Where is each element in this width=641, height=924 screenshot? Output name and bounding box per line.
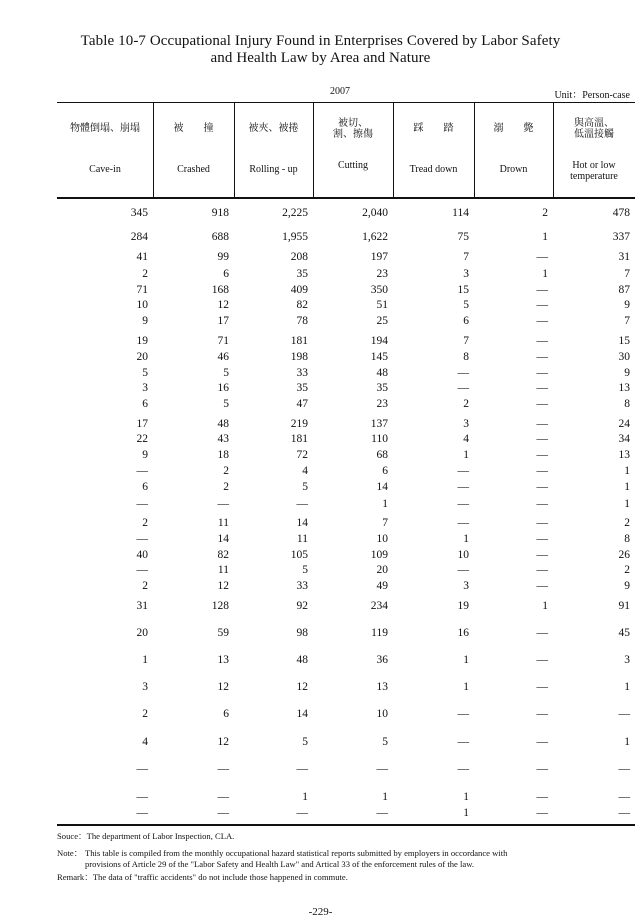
table-cell: 1 <box>463 791 469 803</box>
table-cell: 16 <box>457 627 469 639</box>
table-cell: — <box>296 807 308 819</box>
column-divider <box>393 103 394 197</box>
table-cell: 5 <box>142 367 148 379</box>
column-header-zh: 被夾、被捲 <box>248 123 299 134</box>
table-cell: 5 <box>382 736 388 748</box>
table-cell: 34 <box>618 433 630 445</box>
table-cell: — <box>136 763 148 775</box>
table-cell: 12 <box>217 681 229 693</box>
table-cell: 8 <box>624 533 630 545</box>
table-cell: 1 <box>542 231 548 243</box>
table-cell: 14 <box>217 533 229 545</box>
table-cell: 98 <box>296 627 308 639</box>
table-cell: 12 <box>217 736 229 748</box>
table-cell: — <box>457 564 469 576</box>
table-cell: — <box>536 763 548 775</box>
table-cell: 128 <box>211 600 229 612</box>
table-cell: 14 <box>296 517 308 529</box>
table-cell: 13 <box>217 654 229 666</box>
table-cell: 11 <box>217 564 229 576</box>
table-cell: 2 <box>142 708 148 720</box>
table-cell: 137 <box>370 418 388 430</box>
table-cell: — <box>457 517 469 529</box>
table-cell: 68 <box>376 449 388 461</box>
column-divider <box>474 103 475 197</box>
column-header-en: Rolling - up <box>249 164 298 175</box>
table-cell: — <box>457 736 469 748</box>
table-cell: 2 <box>542 207 548 219</box>
table-cell: 30 <box>618 351 630 363</box>
table-cell: 168 <box>211 284 229 296</box>
table-cell: 9 <box>624 367 630 379</box>
column-header-7 <box>553 103 635 197</box>
column-header-zh: 踩 踏 <box>413 123 454 134</box>
table-cell: — <box>536 654 548 666</box>
column-header-zh: 溺 斃 <box>493 123 534 134</box>
table-cell: — <box>536 564 548 576</box>
table-cell: — <box>457 763 469 775</box>
table-cell: 208 <box>290 251 308 263</box>
header-rule <box>57 197 635 199</box>
table-cell: 181 <box>290 335 308 347</box>
table-cell: 5 <box>302 481 308 493</box>
table-cell: 3 <box>463 268 469 280</box>
table-cell: 8 <box>463 351 469 363</box>
table-cell: 17 <box>217 315 229 327</box>
table-cell: 24 <box>618 418 630 430</box>
table-cell: — <box>536 299 548 311</box>
table-cell: 1 <box>624 736 630 748</box>
table-cell: 19 <box>457 600 469 612</box>
table-cell: — <box>457 382 469 394</box>
table-cell: 1 <box>463 654 469 666</box>
table-cell: 5 <box>223 398 229 410</box>
title-line-2: and Health Law by Area and Nature <box>210 50 431 66</box>
table-cell: 2 <box>142 268 148 280</box>
table-cell: 10 <box>136 299 148 311</box>
table-cell: 478 <box>612 207 630 219</box>
table-cell: 9 <box>624 580 630 592</box>
bottom-rule <box>57 824 635 826</box>
table-cell: 6 <box>463 315 469 327</box>
table-cell: 48 <box>376 367 388 379</box>
table-cell: 2 <box>223 465 229 477</box>
column-header-6 <box>474 103 553 197</box>
table-cell: 109 <box>370 549 388 561</box>
table-cell: — <box>536 481 548 493</box>
page-number: -229- <box>308 906 333 918</box>
table-cell: — <box>217 791 229 803</box>
table-cell: 2 <box>463 398 469 410</box>
remark-label: Remark： <box>57 872 93 882</box>
table-cell: — <box>457 708 469 720</box>
column-header-zh: 被 撞 <box>173 123 214 134</box>
table-cell: 4 <box>463 433 469 445</box>
table-cell: 20 <box>376 564 388 576</box>
table-cell: — <box>536 708 548 720</box>
table-cell: 2,040 <box>362 207 388 219</box>
table-cell: 194 <box>370 335 388 347</box>
table-cell: 8 <box>624 398 630 410</box>
table-cell: — <box>536 351 548 363</box>
table-cell: 2 <box>624 564 630 576</box>
table-cell: 26 <box>618 549 630 561</box>
column-header-en: Tread down <box>409 164 458 175</box>
table-cell: 12 <box>296 681 308 693</box>
table-cell: 72 <box>296 449 308 461</box>
table-cell: 1 <box>624 481 630 493</box>
table-cell: 7 <box>463 251 469 263</box>
table-cell: 7 <box>624 315 630 327</box>
table-cell: 75 <box>457 231 469 243</box>
table-cell: 7 <box>382 517 388 529</box>
column-divider <box>553 103 554 197</box>
table-cell: — <box>536 251 548 263</box>
table-cell: 35 <box>296 268 308 280</box>
table-cell: 99 <box>217 251 229 263</box>
table-cell: 2 <box>142 517 148 529</box>
table-cell: 92 <box>296 600 308 612</box>
table-cell: 46 <box>217 351 229 363</box>
table-cell: 5 <box>223 367 229 379</box>
table-cell: 6 <box>142 398 148 410</box>
unit-label: Unit：Person-case <box>554 90 630 101</box>
table-cell: — <box>457 465 469 477</box>
column-divider <box>313 103 314 197</box>
table-cell: — <box>217 763 229 775</box>
table-cell: 198 <box>290 351 308 363</box>
table-cell: — <box>376 763 388 775</box>
column-header-zh: 被切、割、擦傷 <box>333 118 373 140</box>
table-cell: 47 <box>296 398 308 410</box>
table-cell: 1,955 <box>282 231 308 243</box>
table-cell: — <box>536 736 548 748</box>
table-cell: — <box>536 517 548 529</box>
table-cell: 15 <box>457 284 469 296</box>
table-cell: 7 <box>463 335 469 347</box>
table-cell: 3 <box>142 681 148 693</box>
table-cell: — <box>136 533 148 545</box>
column-header-2 <box>153 103 234 197</box>
table-cell: 87 <box>618 284 630 296</box>
table-cell: 1 <box>382 498 388 510</box>
table-cell: 12 <box>217 299 229 311</box>
table-cell: 82 <box>296 299 308 311</box>
table-cell: 181 <box>290 433 308 445</box>
table-cell: 2 <box>624 517 630 529</box>
table-cell: 197 <box>370 251 388 263</box>
table-cell: — <box>536 681 548 693</box>
table-cell: 13 <box>618 382 630 394</box>
table-cell: — <box>536 807 548 819</box>
table-cell: 20 <box>136 351 148 363</box>
column-header-1 <box>57 103 153 197</box>
table-cell: 71 <box>136 284 148 296</box>
table-cell: — <box>536 580 548 592</box>
table-cell: 5 <box>302 736 308 748</box>
table-cell: 82 <box>217 549 229 561</box>
column-header-en: Cutting <box>337 160 368 171</box>
source-label: Souce： <box>57 831 87 841</box>
table-cell: 36 <box>376 654 388 666</box>
table-cell: 14 <box>296 708 308 720</box>
column-header-en: Hot or low temperature <box>570 160 618 182</box>
table-cell: 284 <box>130 231 148 243</box>
table-cell: 15 <box>618 335 630 347</box>
table-cell: 23 <box>376 268 388 280</box>
table-cell: 345 <box>130 207 148 219</box>
table-cell: 9 <box>142 315 148 327</box>
table-cell: — <box>457 367 469 379</box>
table-cell: 91 <box>618 600 630 612</box>
table-cell: 1 <box>463 681 469 693</box>
table-cell: 350 <box>370 284 388 296</box>
column-divider <box>153 103 154 197</box>
table-cell: 1 <box>142 654 148 666</box>
table-cell: 234 <box>370 600 388 612</box>
table-cell: — <box>536 433 548 445</box>
table-cell: — <box>618 807 630 819</box>
column-divider <box>234 103 235 197</box>
table-cell: 2,225 <box>282 207 308 219</box>
column-header-en: Cave-in <box>89 164 121 175</box>
table-cell: — <box>536 498 548 510</box>
table-cell: 1 <box>624 465 630 477</box>
table-cell: 23 <box>376 398 388 410</box>
table-cell: 13 <box>618 449 630 461</box>
column-header-en: Crashed <box>177 164 210 175</box>
table-cell: 3 <box>624 654 630 666</box>
table-cell: — <box>376 807 388 819</box>
table-cell: 2 <box>223 481 229 493</box>
table-cell: 4 <box>302 465 308 477</box>
note-label: Note： <box>57 848 83 858</box>
table-cell: — <box>136 465 148 477</box>
column-header-en: Drown <box>499 164 528 175</box>
table-cell: 1 <box>302 791 308 803</box>
table-cell: — <box>536 367 548 379</box>
table-cell: 145 <box>370 351 388 363</box>
table-cell: 688 <box>211 231 229 243</box>
table-cell: 43 <box>217 433 229 445</box>
table-cell: — <box>536 549 548 561</box>
column-header-zh: 與高溫、低溫接觸 <box>574 118 614 140</box>
table-cell: 78 <box>296 315 308 327</box>
table-cell: 41 <box>136 251 148 263</box>
table-cell: — <box>536 627 548 639</box>
table-cell: — <box>457 481 469 493</box>
table-cell: 1 <box>624 498 630 510</box>
table-cell: 22 <box>136 433 148 445</box>
table-cell: 5 <box>463 299 469 311</box>
table-cell: 11 <box>296 533 308 545</box>
table-cell: 1 <box>542 600 548 612</box>
table-cell: 3 <box>142 382 148 394</box>
table-cell: 12 <box>217 580 229 592</box>
table-cell: 19 <box>136 335 148 347</box>
table-cell: 40 <box>136 549 148 561</box>
table-cell: 51 <box>376 299 388 311</box>
year-label: 2007 <box>330 86 350 97</box>
table-cell: — <box>296 498 308 510</box>
table-cell: 409 <box>290 284 308 296</box>
table-cell: — <box>296 763 308 775</box>
table-cell: 48 <box>296 654 308 666</box>
table-cell: — <box>536 465 548 477</box>
table-cell: 110 <box>371 433 388 445</box>
table-cell: 1 <box>542 268 548 280</box>
table-cell: — <box>536 398 548 410</box>
table-cell: — <box>618 763 630 775</box>
table-cell: 6 <box>382 465 388 477</box>
table-cell: — <box>536 382 548 394</box>
table-cell: 16 <box>217 382 229 394</box>
table-cell: 7 <box>624 268 630 280</box>
source-text: The department of Labor Inspection, CLA. <box>86 831 235 841</box>
table-cell: 20 <box>136 627 148 639</box>
table-cell: 10 <box>376 533 388 545</box>
table-cell: 48 <box>217 418 229 430</box>
remark-text: The data of "traffic accidents" do not include those happened in commute. <box>92 872 348 882</box>
table-cell: 35 <box>376 382 388 394</box>
table-cell: 119 <box>371 627 388 639</box>
table-cell: 49 <box>376 580 388 592</box>
table-cell: 33 <box>296 580 308 592</box>
table-cell: 1 <box>463 449 469 461</box>
table-cell: 3 <box>463 580 469 592</box>
column-header-5 <box>393 103 474 197</box>
title-line-1: Table 10-7 Occupational Injury Found in Enterprises Covered by Labor Safety <box>80 33 561 49</box>
note-line-1 <box>57 848 507 859</box>
table-cell: 45 <box>618 627 630 639</box>
column-header-zh: 物體倒塌、崩塌 <box>70 123 140 134</box>
table-cell: 25 <box>376 315 388 327</box>
table-cell: — <box>217 807 229 819</box>
table-cell: — <box>536 449 548 461</box>
table-cell: — <box>217 498 229 510</box>
table-cell: — <box>136 791 148 803</box>
table-cell: 1 <box>382 791 388 803</box>
note-line-2: provisions of Article 29 of the "Labor Safety and Health Law" and Artical 33 of the enforcement rules of the law. <box>85 859 474 869</box>
table-cell: — <box>136 564 148 576</box>
table-cell: — <box>536 533 548 545</box>
table-cell: 114 <box>452 207 469 219</box>
table-cell: — <box>536 284 548 296</box>
table-cell: 14 <box>376 481 388 493</box>
table-cell: 10 <box>376 708 388 720</box>
table-cell: — <box>536 335 548 347</box>
table-cell: — <box>536 315 548 327</box>
table-cell: 219 <box>290 418 308 430</box>
table-cell: 3 <box>463 418 469 430</box>
table-cell: 35 <box>296 382 308 394</box>
column-header-4 <box>313 103 393 197</box>
table-cell: 1 <box>463 807 469 819</box>
table-cell: 31 <box>618 251 630 263</box>
table-cell: 59 <box>217 627 229 639</box>
table-cell: 6 <box>223 708 229 720</box>
column-header-3 <box>234 103 313 197</box>
table-cell: 1,622 <box>362 231 388 243</box>
note-text-1: This table is compiled from the monthly occupational hazard statistical reports submitted by employers in occordance with <box>85 848 508 858</box>
table-cell: 33 <box>296 367 308 379</box>
table-cell: 9 <box>142 449 148 461</box>
table-cell: — <box>457 498 469 510</box>
table-cell: — <box>536 418 548 430</box>
table-cell: 6 <box>223 268 229 280</box>
table-cell: 918 <box>211 207 229 219</box>
table-cell: — <box>618 791 630 803</box>
table-cell: 18 <box>217 449 229 461</box>
table-cell: 13 <box>376 681 388 693</box>
source-line <box>57 831 234 842</box>
table-cell: 71 <box>217 335 229 347</box>
table-cell: — <box>136 498 148 510</box>
table-cell: 337 <box>612 231 630 243</box>
table-cell: 17 <box>136 418 148 430</box>
table-cell: 105 <box>290 549 308 561</box>
table-cell: 31 <box>136 600 148 612</box>
table-cell: — <box>136 807 148 819</box>
table-cell: 11 <box>217 517 229 529</box>
remark-line <box>57 872 348 883</box>
table-cell: — <box>618 708 630 720</box>
table-cell: 1 <box>463 533 469 545</box>
table-cell: 9 <box>624 299 630 311</box>
table-title <box>0 33 641 67</box>
table-cell: 5 <box>302 564 308 576</box>
table-cell: 4 <box>142 736 148 748</box>
table-cell: 1 <box>624 681 630 693</box>
table-cell: — <box>536 791 548 803</box>
table-cell: 6 <box>142 481 148 493</box>
table-cell: 2 <box>142 580 148 592</box>
table-cell: 10 <box>457 549 469 561</box>
